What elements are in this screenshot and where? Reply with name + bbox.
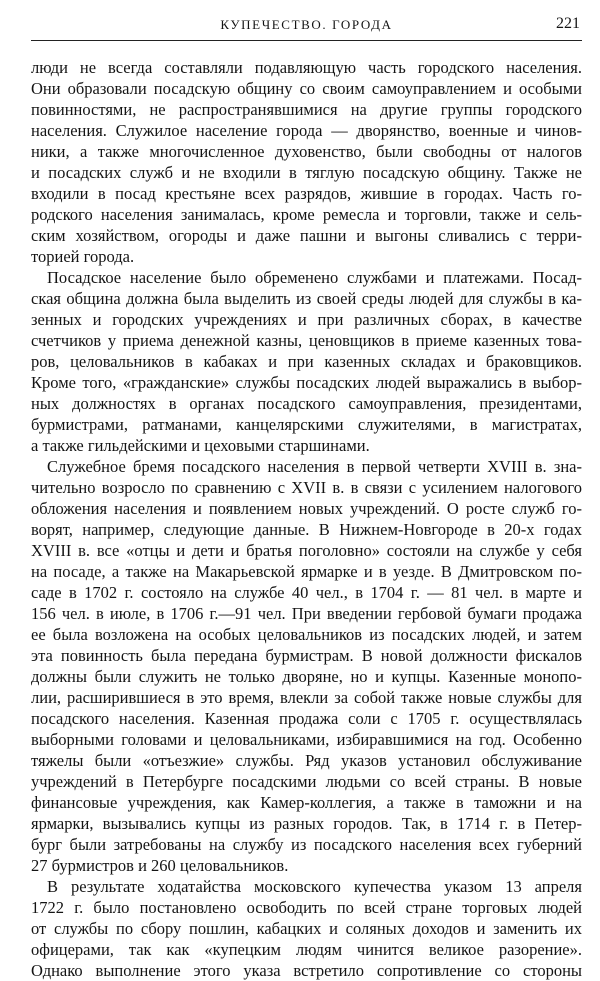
text-line: Они образовали посадскую общину со своим самоуправлением и особыми: [31, 79, 582, 98]
text-line: люди не всегда составляли подавляющую часть городского населения.: [31, 58, 582, 77]
text-line: учреждений в Петербурге посадскими людьми со всей страны. В новые: [31, 772, 582, 791]
text-line: а также гильдейскими и цеховыми старшинами.: [31, 436, 370, 455]
text-line: эта повинность была передана бурмистрам. В новой должности фискалов: [31, 646, 582, 665]
text-line: выборными головами и целовальниками, избиравшимися на год. Особенно: [31, 730, 582, 749]
text-line: должны были служить не только дворяне, но и купцы. Казенные монопо-: [31, 667, 582, 686]
text-line: населения. Служилое население города — дворянство, военные и чинов-: [31, 121, 582, 140]
text-line: посадского населения. Казенная продажа соли с 1705 г. осуществлялась: [31, 709, 582, 728]
text-line: ров, целовальников в кабаках и при казенных складах и браковщиков.: [31, 352, 582, 371]
text-line: В результате ходатайства московского купечества указом 13 апреля: [47, 877, 582, 896]
text-line: обложения населения и появлением новых учреждений. О росте служб го-: [31, 499, 582, 518]
text-line: ским хозяйством, огороды и даже пашни и выгоны сливались с терри-: [31, 226, 582, 245]
text-line: от службы по сбору пошлин, кабацких и соляных доходов и заменить их: [31, 919, 582, 938]
paragraph: [31, 876, 582, 981]
text-line: финансовые учреждения, как Камер-коллегия, а также в таможни и на: [31, 793, 582, 812]
page-number: 221: [556, 15, 580, 32]
text-line: ворят, например, следующие данные. В Нижнем-Новгороде в 20-х годах: [31, 520, 582, 539]
text-line: чительно возросло по сравнению с XVII в. в связи с усилением налогового: [31, 478, 582, 497]
text-line: ее была возложена на особых целовальников из посадских людей, и затем: [31, 625, 582, 644]
text-line: Посадское население было обременено службами и платежами. Посад-: [47, 268, 582, 287]
text-line: 156 чел. в июле, в 1706 г.—91 чел. При введении гербовой бумаги продажа: [31, 604, 582, 623]
text-line: ники, а также многочисленное духовенство, были свободны от налогов: [31, 142, 582, 161]
text-line: на посаде, а также на Макарьевской ярмарке и в уезде. В Дмитровском по-: [31, 562, 582, 581]
text-line: счетчиков у приема денежной казны, ценовщиков в приеме казенных това-: [31, 331, 582, 350]
text-line: тяжелы были «отъезжие» службы. Ряд указов установил обслуживание: [31, 751, 582, 770]
text-line: бурмистрами, ратманами, канцелярскими служителями, в магистратах,: [31, 415, 582, 434]
text-line: XVIII в. все «отцы и дети и братья поголовно» состояли на службе у себя: [31, 541, 582, 560]
text-line: Однако выполнение этого указа встретило сопротивление со стороны: [31, 961, 582, 980]
text-line: Кроме того, «гражданские» службы посадских людей выражались в выбор-: [31, 373, 582, 392]
text-line: саде в 1702 г. состояло на службе 40 чел., в 1704 г. — 81 чел. в марте и: [31, 583, 582, 602]
text-line: торией города.: [31, 247, 135, 266]
text-line: ярмарки, вызывались купцы из разных городов. Так, в 1714 г. в Петер-: [31, 814, 582, 833]
text-line: бург были затребованы на службу из посадского населения всех губерний: [31, 835, 582, 854]
text-line: 1722 г. было постановлено освободить по всей стране торговых людей: [31, 898, 582, 917]
page-header: [31, 14, 582, 41]
text-line: зенных и городских учреждениях и при различных сборах, в качестве: [31, 310, 582, 329]
text-line: родского населения занималась, кроме ремесла и торговли, также и сель-: [31, 205, 582, 224]
text-line: и посадских служб и не входили в тяглую посадскую общину. Также не: [31, 163, 582, 182]
text-line: повинностями, не распространявшимися на другие группы городского: [31, 100, 582, 119]
text-line: Служебное бремя посадского населения в первой четверти XVIII в. зна-: [47, 457, 582, 476]
text-line: ская община должна была выделить из своей среды людей для службы в ка-: [31, 289, 582, 308]
body-text: [31, 57, 582, 981]
paragraph: [31, 57, 582, 267]
text-line: лии, расширившиеся в это время, влекли за собой также новые службы для: [31, 688, 582, 707]
text-line: 27 бурмистров и 260 целовальников.: [31, 856, 289, 875]
text-line: ных должностях в органах посадского самоуправления, президентами,: [31, 394, 582, 413]
text-line: входили в посад крестьяне всех разрядов, жившие в городах. Часть го-: [31, 184, 582, 203]
text-line: офицерами, так как «купецким людям чинится великое разорение».: [31, 940, 582, 959]
paragraph: [31, 267, 582, 456]
running-title: КУПЕЧЕСТВО. ГОРОДА: [220, 17, 393, 32]
paragraph: [31, 456, 582, 876]
